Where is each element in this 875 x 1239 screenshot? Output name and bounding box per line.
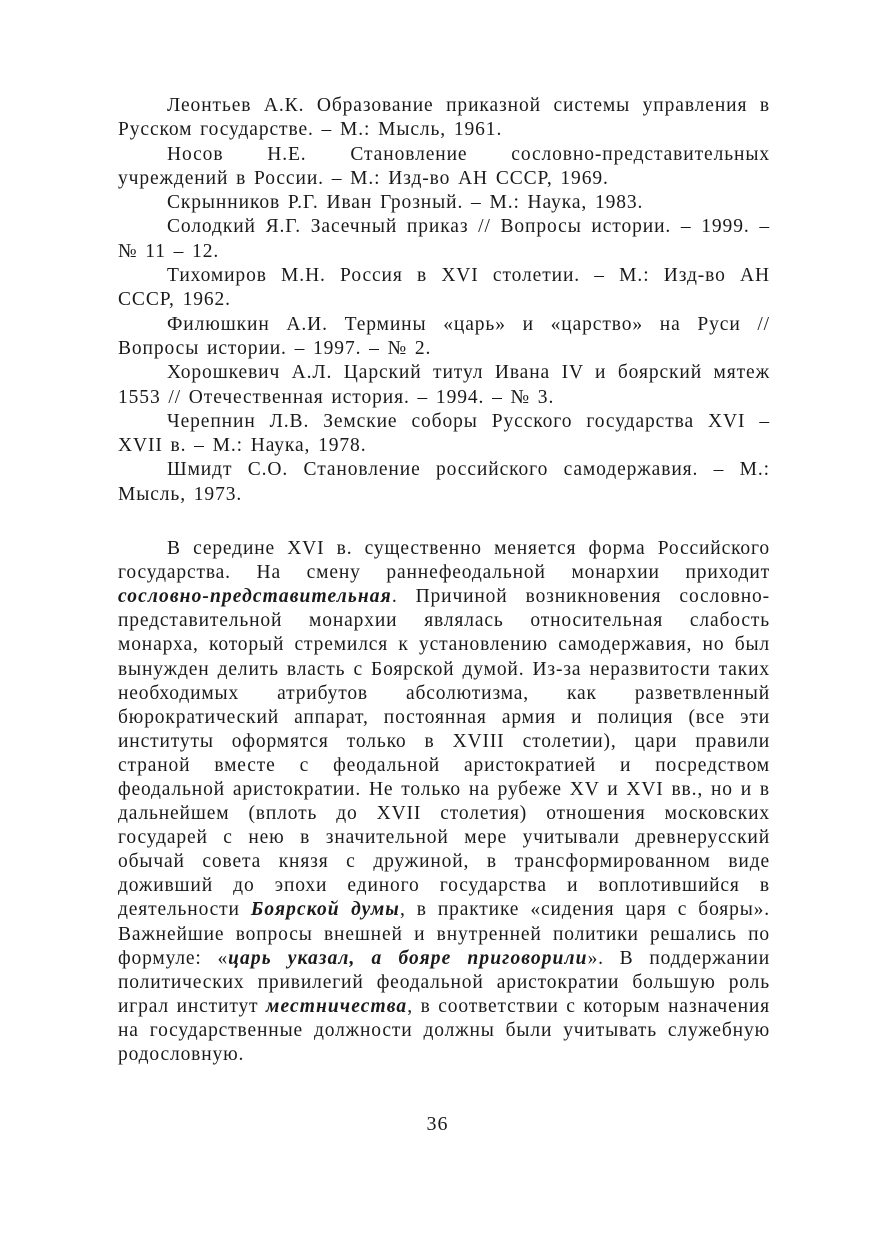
bibliography-list [118, 94, 770, 507]
bibliography-entry: Хорошкевич А.Л. Царский титул Ивана IV и боярский мятеж 1553 // Отечественная история. – 1994. – № 3. [118, 362, 770, 408]
paragraph-text: В середине XVI в. существенно меняется форма Российского государства. На смену раннефеодальной монархии приходит [118, 538, 770, 584]
emphasis-term: сословно-представительная [118, 586, 392, 608]
paragraph-text: , в практике «сидения царя с бояры». Важнейшие вопросы внешней и внутренней политики решались по формуле: « [118, 899, 771, 969]
bibliography-entry: Тихомиров М.Н. Россия в XVI столетии. – М.: Изд-во АН СССР, 1962. [118, 265, 770, 311]
bibliography-entry: Филюшкин А.И. Термины «царь» и «царство» на Руси // Вопросы истории. – 1997. – № 2. [118, 313, 770, 359]
bibliography-entry: Черепнин Л.В. Земские соборы Русского государства XVI – XVII в. – М.: Наука, 1978. [118, 410, 770, 457]
paragraph-text: , в соответствии с которым назначения на государственные должности должны были учитывать служебную родословную. [118, 995, 770, 1066]
text-column [118, 94, 770, 1067]
page-number: 36 [426, 1113, 449, 1135]
emphasis-term: царь указал, а бояре приговорили [228, 947, 588, 969]
bibliography-entry: Шмидт С.О. Становление российского самодержавия. – М.: Мысль, 1973. [118, 459, 770, 505]
paragraph-text: . Причиной возникновения сословно-представительной монархии являлась относительная слабость монарха, который стремился к установлению самодержавия, но был вынужден делить власть с Боярской думой. Из-за неразвитости таких необходимых атрибутов абсолютизма, как разветвленный бюрократический аппарат, постоянная армия и полиция (все эти институты оформятся только в XVIII столетии), цари правили страной вместе с феодальной аристократией и посредством феодальной аристократии. Не только на рубеже XV и XVI вв., но и в дальнейшем (вплоть до XVII столетия) отношения московских государей с нею в значительной мере учитывали древнерусский обычай совета князя с дружиной, в трансформированном виде доживший до эпохи единого государства и воплотившийся в деятельности [118, 586, 770, 921]
bibliography-entry: Скрынников Р.Г. Иван Грозный. – М.: Наука, 1983. [167, 192, 644, 214]
bibliography-entry: Леонтьев А.К. Образование приказной системы управления в Русском государстве. – М.: Мысль, 1961. [118, 95, 770, 141]
paragraph-text: ». В поддержании политических привилегий феодальной аристократии большую роль играл институт [118, 947, 770, 1017]
emphasis-term: Боярской думы [250, 899, 400, 921]
bibliography-entry: Солодкий Я.Г. Засечный приказ // Вопросы истории. – 1999. – № 11 – 12. [118, 216, 770, 262]
emphasis-term: местничества [266, 995, 408, 1017]
body-paragraph [118, 537, 770, 1067]
bibliography-entry: Носов Н.Е. Становление сословно-представительных учреждений в России. – М.: Изд-во АН СССР, 1969. [118, 143, 770, 189]
